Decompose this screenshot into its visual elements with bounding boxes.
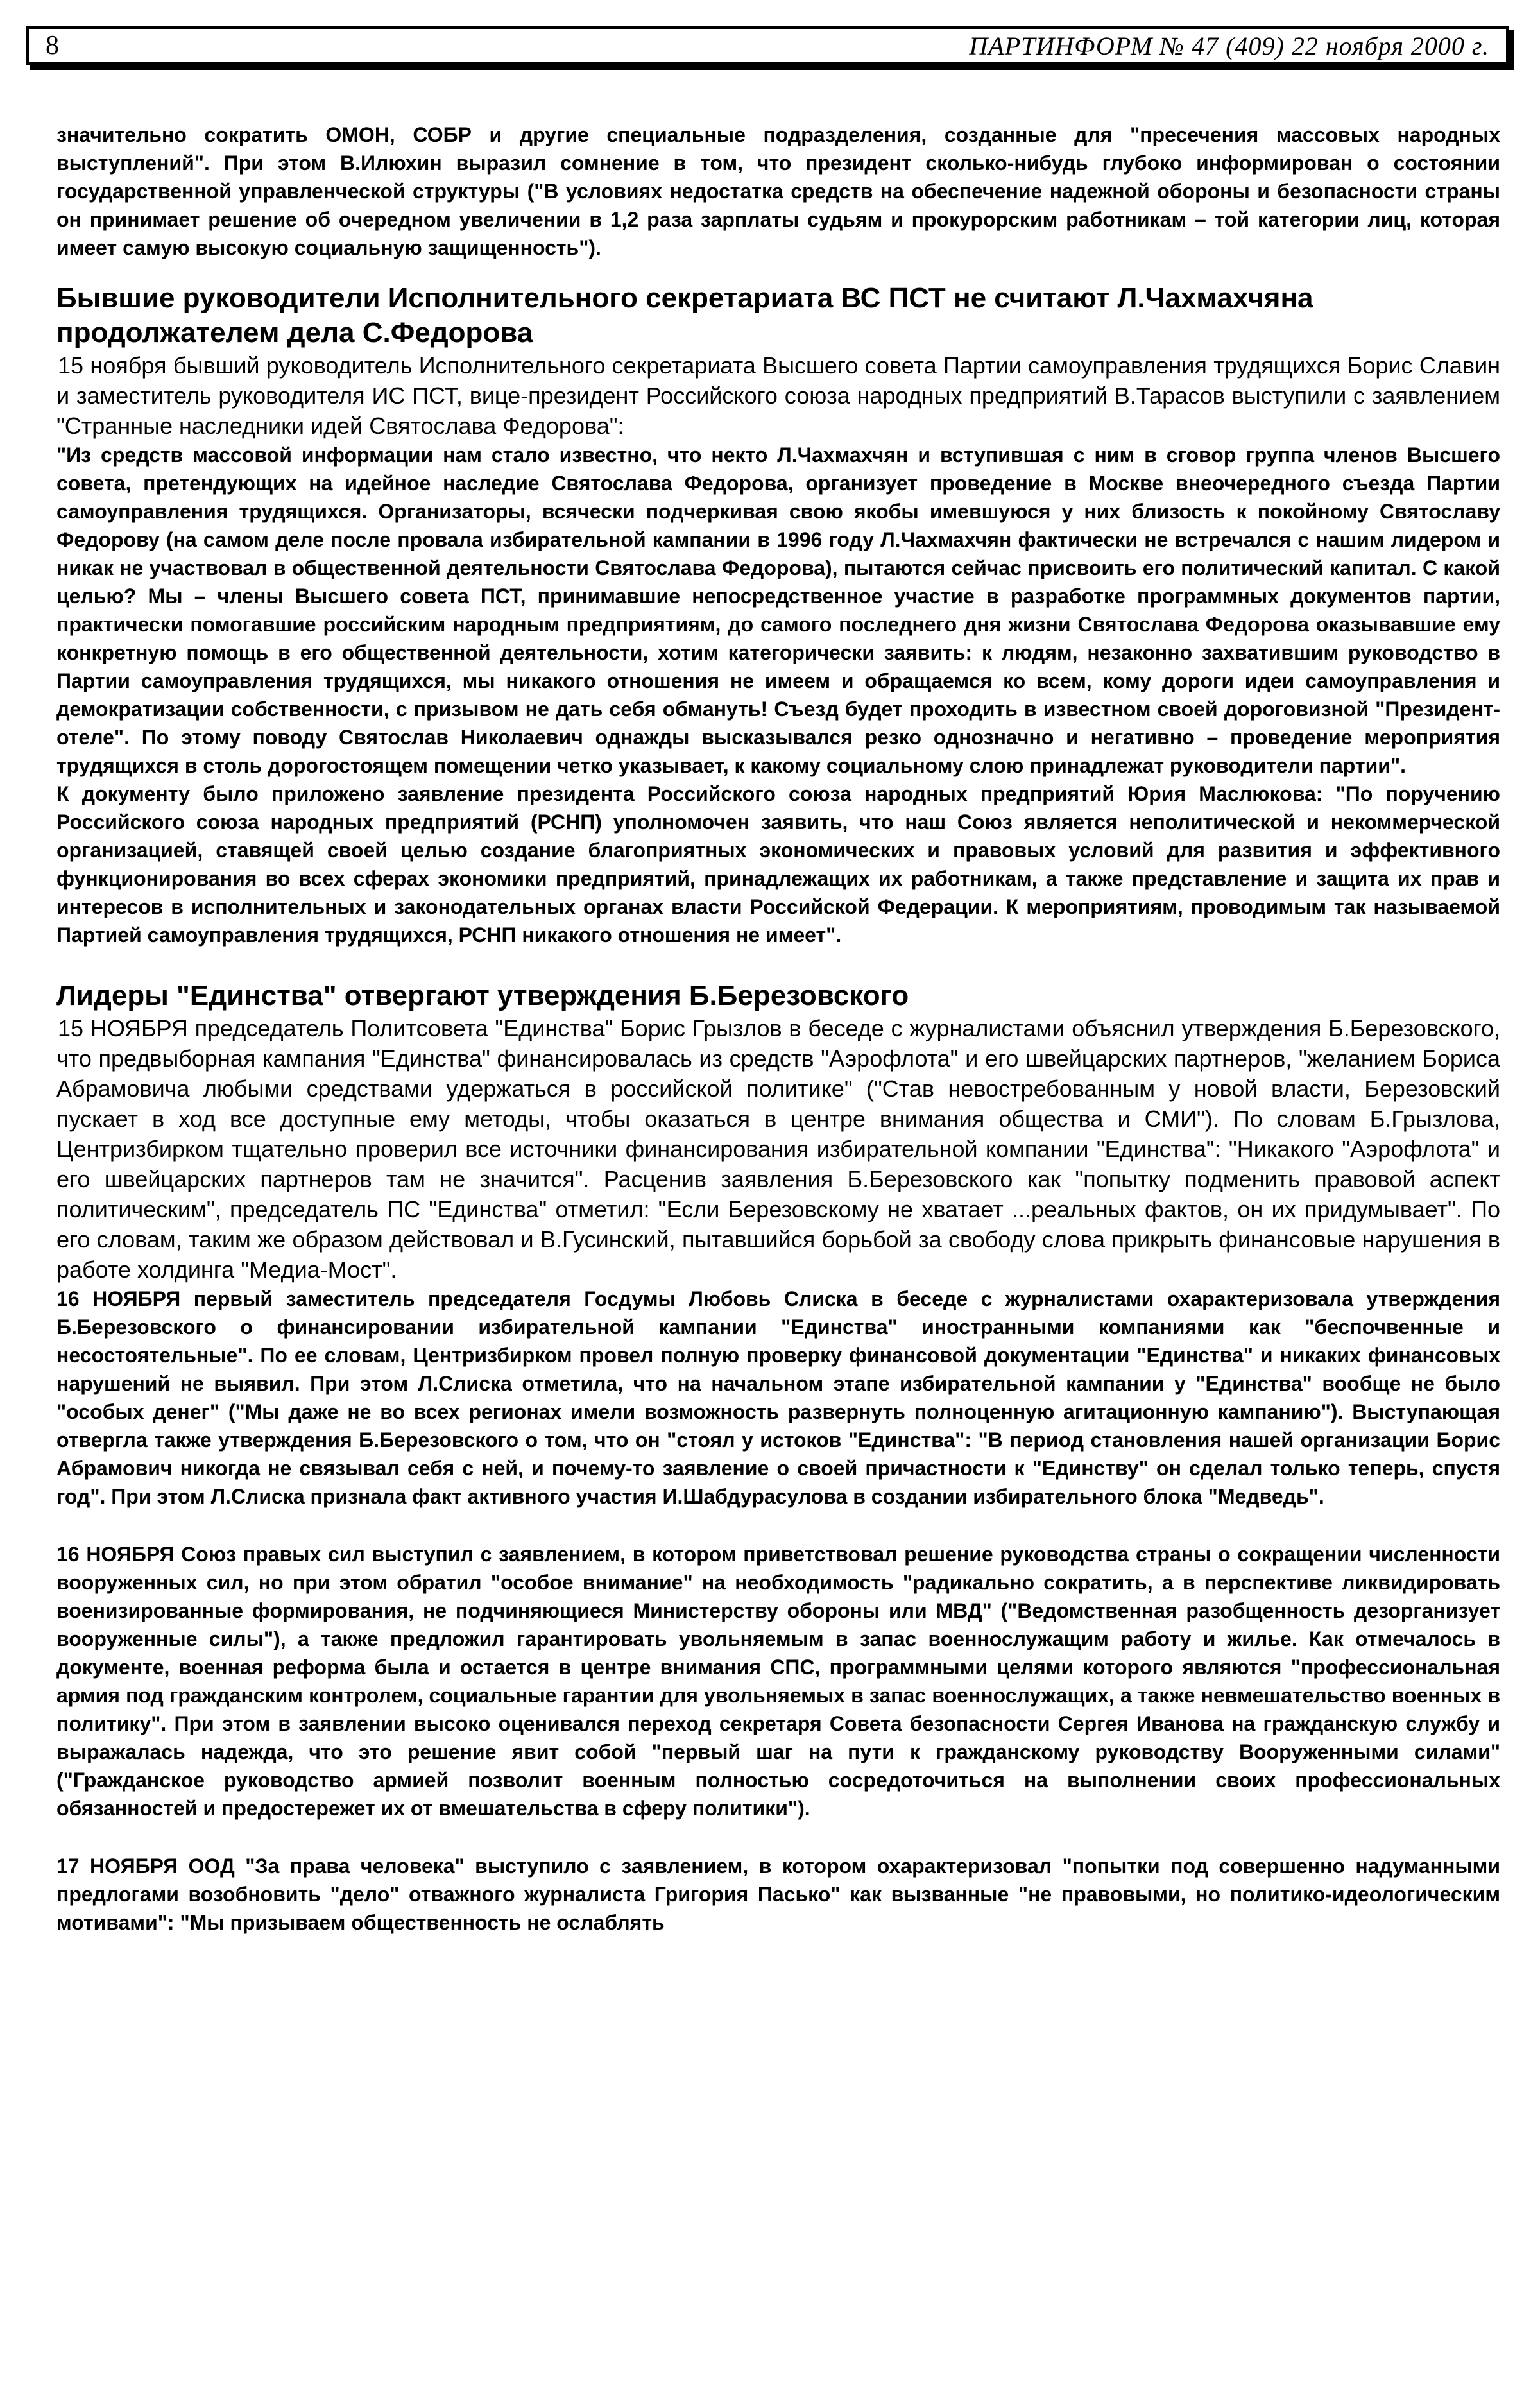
edinstvo-para-1: 15 НОЯБРЯ председатель Политсовета "Единства" Борис Грызлов в беседе с журналистами объяснил утверждения Б.Березовского, что предвыборная кампания "Единства" финансировалась из средств "Аэрофлота" и его швейцарских партнеров, "желанием Бориса Абрамовича любыми средствами удержаться в российской политике" ("Став невостребованным у новой власти, Березовский пускает в ход все доступные ему методы, чтобы оказаться в центре внимания общества и СМИ"). По словам Б.Грызлова, Центризбирком тщательно проверил все источники финансирования избирательной компании "Единства": "Никакого "Аэрофлота" и его швейцарских партнеров там не значится". Расценив заявления Б.Березовского как "попытку подменить правовой аспект политическим", председатель ПС "Единства" отметил: "Если Березовскому не хватает ...реальных фактов, он их придумывает". По его словам, таким же образом действовал и В.Гусинский, пытавшийся борьбой за свободу слова прикрыть финансовые нарушения в работе холдинга "Медиа-Мост".	[56, 1015, 1500, 1283]
headline-edinstvo: Лидеры "Единства" отвергают утверждения Б.Березовского	[56, 980, 909, 1011]
pst-quote: "Из средств массовой информации нам стало известно, что некто Л.Чахмахчян и вступившая с ним в сговор группа членов Высшего совета, претендующих на идейное наследие Святослава Федорова, организует проведение в Москве внеочередного съезда Партии самоуправления трудящихся. Организаторы, всячески подчеркивая свою якобы имевшуюся у них близость к покойному Святославу Федорову (на самом деле после провала избирательной кампании в 1996 году Л.Чахмахчян фактически не встречался с нашим лидером и никак не участвовал в общественной деятельности Святослава Федорова), пытаются сейчас присвоить его политический капитал. С какой целью? Мы – члены Высшего совета ПСТ, принимавшие непосредственное участие в разработке программных документов партии, практически помогавшие российским народным предприятиям, до самого последнего дня жизни Святослава Федорова оказывавшие ему конкретную помощь в его общественной деятельности, хотим категорически заявить: к людям, незаконно захватившим руководство в Партии самоуправления трудящихся, мы никакого отношения не имеем и обращаемся ко всем, кому дороги идеи самоуправления и демократизации собственности, с призывом не дать себя обмануть! Съезд будет проходить в известном своей дороговизной "Президент-отеле". По этому поводу Святослав Николаевич однажды высказывался резко однозначно и негативно – проведение мероприятия трудящихся в столь дорогостоящем помещении четко указывает, к какому социальному слою принадлежат руководители партии".	[56, 443, 1500, 777]
page-number: 8	[46, 31, 59, 60]
headline-pst: Бывшие руководители Исполнительного секретариата ВС ПСТ не считают Л.Чахмахчяна продолжателем дела С.Федорова	[56, 282, 1313, 348]
pst-intro: 15 ноября бывший руководитель Исполнительного секретариата Высшего совета Партии самоуправления трудящихся Борис Славин и заместитель руководителя ИС ПСТ, вице-президент Российского союза народных предприятий В.Тарасов выступили с заявлением "Странные наследники идей Святослава Федорова":	[56, 352, 1500, 439]
edinstvo-para-2: 16 НОЯБРЯ первый заместитель председателя Госдумы Любовь Слиска в беседе с журналистами охарактеризовала утверждения Б.Березовского о финансировании избирательной кампании "Единства" иностранными компаниями как "беспочвенные и несостоятельные". По ее словам, Центризбирком провел полную проверку финансовой документации "Единства" и никаких финансовых нарушений не выявил. При этом Л.Слиска отметила, что на начальном этапе избирательной кампании у "Единства" вообще не было "особых денег" ("Мы даже не во всех регионах имели возможность развернуть полноценную агитационную кампанию"). Выступающая отвергла также утверждения Б.Березовского о том, что он "стоял у истоков "Единства": "В период становления нашей организации Борис Абрамович никогда не связывал себя с ней, и почему-то заявление о своей причастности к "Единству" он сделал только теперь, спустя год". При этом Л.Слиска признала факт активного участия И.Шабдурасулова в создании избирательного блока "Медведь".	[56, 1287, 1500, 1508]
human-rights-statement: 17 НОЯБРЯ ООД "За права человека" выступило с заявлением, в котором охарактеризовал "попытки под совершенно надуманными предлогами возобновить "дело" отважного журналиста Григория Пасько" как вызванные "не правовыми, но политико-идеологическим мотивами": "Мы призываем общественность не ослаблять	[56, 1855, 1500, 1934]
page-content	[56, 121, 1500, 1937]
sps-statement: 16 НОЯБРЯ Союз правых сил выступил с заявлением, в котором приветствовал решение руководства страны о сокращении численности вооруженных сил, но при этом обратил "особое внимание" на необходимость "радикально сократить, а в перспективе ликвидировать военизированные формирования, не подчиняющиеся Министерству обороны или МВД" ("Ведомственная разобщенность дезорганизует вооруженные силы"), а также предложил гарантировать увольняемым в запас военнослужащим работу и жилье. Как отмечалось в документе, военная реформа была и остается в центре внимания СПС, программными целями которого являются "профессиональная армия под гражданским контролем, социальные гарантии для увольняемых в запас военнослужащих, а также невмешательство военных в политику". При этом в заявлении высоко оценивался переход секретаря Совета безопасности Сергея Иванова на гражданскую службу и выражалась надежда, что это решение явит собой "первый шаг на пути к гражданскому руководству Вооруженными силами" ("Гражданское руководство армией позволит военным полностью сосредоточиться на выполнении своих профессиональных обязанностей и предостережет их от вмешательства в сферу политики").	[56, 1543, 1500, 1820]
article-continuation: значительно сократить ОМОН, СОБР и другие специальные подразделения, созданные для "пресечения массовых народных выступлений". При этом В.Илюхин выразил сомнение в том, что президент сколько-нибудь глубоко информирован о состоянии государственной управленческой структуры ("В условиях недостатка средств на обеспечение надежной обороны и безопасности страны он принимает решение об очередном увеличении в 1,2 раза зарплаты судьям и прокурорским работникам – той категории лиц, которая имеет самую высокую социальную защищенность").	[56, 123, 1500, 259]
pst-attachment: К документу было приложено заявление президента Российского союза народных предприятий Юрия Маслюкова: "По поручению Российского союза народных предприятий (РСНП) уполномочен заявить, что наш Союз является неполитической и некоммерческой организацией, ставящей своей целью создание благоприятных экономических и правовых условий для развития и эффективного функционирования во всех сферах экономики предприятий, принадлежащих их работникам, а также представление и защита их прав и интересов в исполнительных и законодательных органах власти Российской Федерации. К мероприятиям, проводимым так называемой Партией самоуправления трудящихся, РСНП никакого отношения не имеет".	[56, 782, 1500, 947]
page-header	[26, 26, 1509, 65]
publication-line: ПАРТИНФОРМ № 47 (409) 22 ноября 2000 г.	[969, 31, 1489, 60]
